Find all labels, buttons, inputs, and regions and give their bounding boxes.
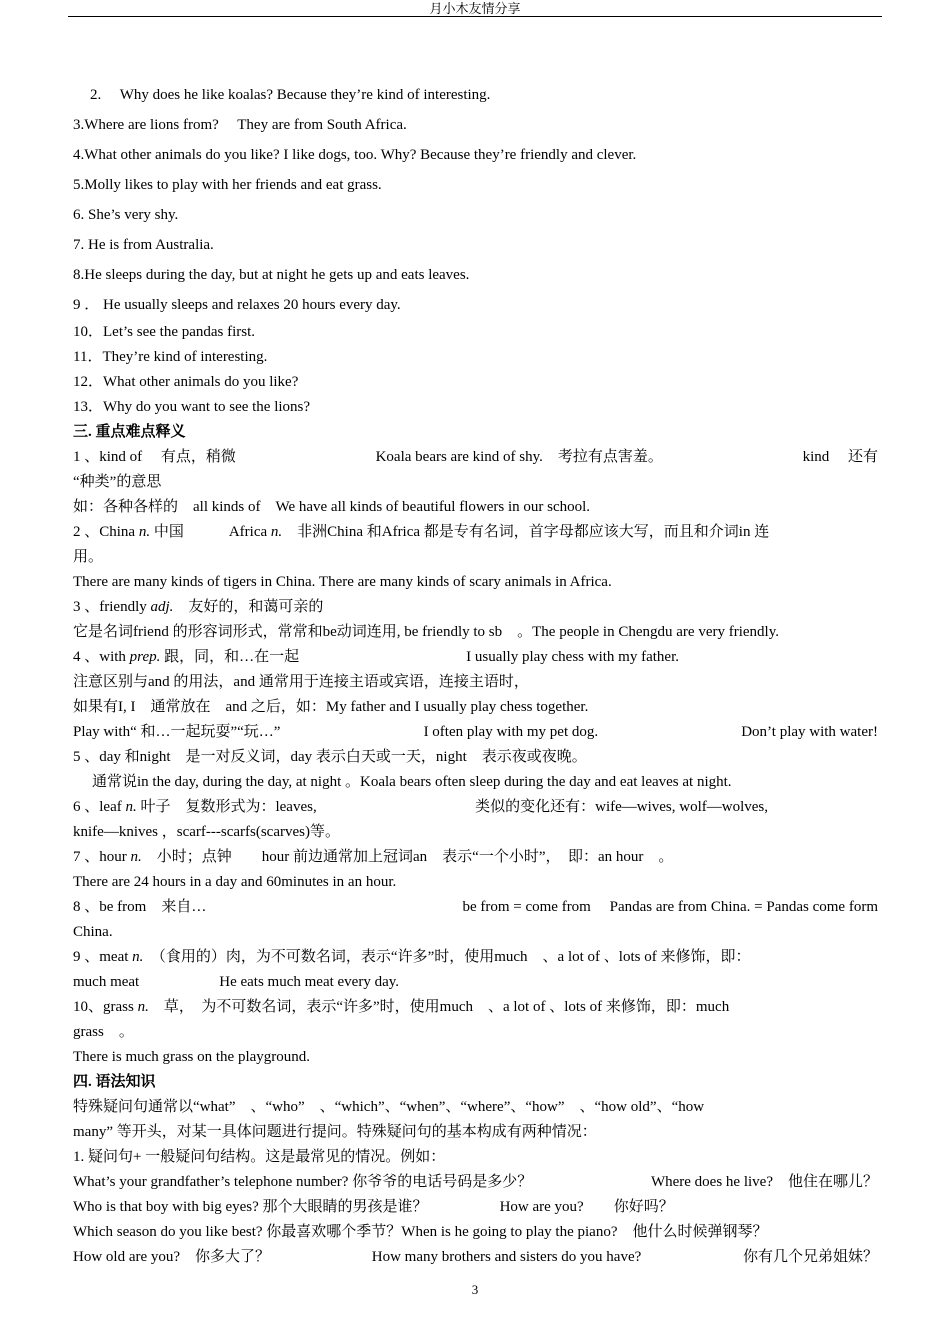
point-2-cont: 用。 bbox=[73, 549, 104, 565]
point-1-line bbox=[73, 445, 878, 470]
point-10-line: 10、grass n. 草， 为不可数名词，表示“许多”时，使用much 、a lot of 、lots of 来修饰，即：much bbox=[73, 999, 730, 1015]
sentence-5: 5.Molly likes to play with her friends and eat grass. bbox=[73, 177, 382, 193]
point-3-note: 它是名词friend 的形容词形式，常常和be动词连用, be friendly to sb 。The people in Chengdu are very friendly. bbox=[73, 624, 779, 640]
page-number: 3 bbox=[471, 1282, 479, 1297]
sentence-12: 12．What other animals do you like? bbox=[73, 374, 299, 390]
point-1-example-2: 如：各种各样的 all kinds of We have all kinds of beautiful flowers in our school. bbox=[73, 499, 591, 515]
point-8-line: 8 、be from 来自… be from = come from Pandas are from China. = Pandas come form bbox=[73, 899, 878, 915]
point-3-line: 3 、friendly adj. 友好的，和蔼可亲的 bbox=[73, 599, 324, 615]
point-1-meaning: “种类”的意思 bbox=[73, 474, 162, 490]
page-header bbox=[68, 0, 882, 17]
grammar-example-2: Who is that boy with big eyes? 那个大眼睛的男孩是谁？ How are you? 你好吗？ bbox=[73, 1199, 674, 1215]
point-8-cont: China. bbox=[73, 924, 113, 940]
point-10-example: There is much grass on the playground. bbox=[73, 1049, 311, 1065]
section-3-heading: 三. 重点难点释义 bbox=[73, 424, 186, 440]
sentence-13: 13．Why do you want to see the lions? bbox=[73, 399, 311, 415]
point-4-example: I usually play chess with my father. bbox=[466, 649, 679, 665]
point-5-example: 通常说in the day, during the day, at night 。Koala bears often sleep during the day and eat leaves at night. bbox=[92, 774, 732, 790]
sentence-7: 7. He is from Australia. bbox=[73, 237, 214, 253]
point-2-line: 2 、China n. 中国 Africa n. 非洲China 和Africa 都是专有名词，首字母都应该大写，而且和介词in 连 bbox=[73, 524, 770, 540]
grammar-intro-2: many” 等开头，对某一具体问题进行提问。特殊疑问句的基本构成有两种情况： bbox=[73, 1124, 597, 1140]
section-4-heading: 四. 语法知识 bbox=[73, 1074, 156, 1090]
point-4-play-with: Play with“ 和…一起玩耍”“玩…” I often play with my pet dog. Don’t play with water! bbox=[73, 724, 878, 740]
point-6-line: 6 、leaf n. 叶子 复数形式为：leaves, 类似的变化还有：wife—wives, wolf—wolves, bbox=[73, 799, 768, 815]
sentence-8: 8.He sleeps during the day, but at night he gets up and eats leaves. bbox=[73, 267, 470, 283]
sentence-4: 4.What other animals do you like? I like dogs, too. Why? Because they’re friendly and clever. bbox=[73, 147, 637, 163]
point-7-line: 7 、hour n. 小时；点钟 hour 前边通常加上冠词an 表示“一个小时”， 即：an hour 。 bbox=[73, 849, 674, 865]
grammar-example-1: What’s your grandfather’s telephone number? 你爷爷的电话号码是多少？ Where does he live? 他住在哪儿？ bbox=[73, 1174, 878, 1190]
point-5-line: 5 、day 和night 是一对反义词，day 表示白天或一天，night 表示夜或夜晚。 bbox=[73, 749, 587, 765]
grammar-example-4: How old are you? 你多大了？ How many brothers and sisters do you have? 你有几个兄弟姐妹？ bbox=[73, 1249, 878, 1265]
point-9-example: much meat He eats much meat every day. bbox=[73, 974, 400, 990]
sentence-6: 6. She’s very shy. bbox=[73, 207, 179, 223]
point-10-cont: grass 。 bbox=[73, 1024, 134, 1040]
point-7-example: There are 24 hours in a day and 60minutes in an hour. bbox=[73, 874, 397, 890]
point-2-example: There are many kinds of tigers in China. There are many kinds of scary animals in Africa. bbox=[73, 574, 612, 590]
header-text: 月小木友情分享 bbox=[429, 1, 521, 16]
point-4-line bbox=[73, 645, 878, 670]
point-4-note-2: 如果有I, I 通常放在 and 之后，如：My father and I usually play chess together. bbox=[73, 699, 589, 715]
sentence-10: 10．Let’s see the pandas first. bbox=[73, 324, 256, 340]
point-1-example: Koala bears are kind of shy. 考拉有点害羞。 bbox=[375, 449, 663, 465]
document-body bbox=[73, 80, 878, 1270]
sentence-11: 11．They’re kind of interesting. bbox=[73, 349, 268, 365]
point-1-term: 1 、kind of 有点，稍微 bbox=[73, 449, 236, 465]
point-4-note-1: 注意区别与and 的用法，and 通常用于连接主语或宾语，连接主语时， bbox=[73, 674, 529, 690]
grammar-rule-1: 1. 疑问句+ 一般疑问句结构。这是最常见的情况。例如： bbox=[73, 1149, 446, 1165]
sentence-2: 2. Why does he like koalas? Because they’re kind of interesting. bbox=[90, 87, 491, 103]
sentence-3: 3.Where are lions from? They are from South Africa. bbox=[73, 117, 407, 133]
grammar-example-3: Which season do you like best? 你最喜欢哪个季节？When is he going to play the piano? 他什么时候弹钢琴？ bbox=[73, 1224, 768, 1240]
point-6-cont: knife—knives ，scarf---scarfs(scarves)等。 bbox=[73, 824, 340, 840]
point-1-note: kind 还有 bbox=[802, 449, 878, 465]
point-4-term: 4 、with prep. 跟，同，和…在一起 bbox=[73, 649, 300, 665]
grammar-intro-1: 特殊疑问句通常以“what” 、“who” 、“which”、“when”、“where”、“how” 、“how old”、“how bbox=[73, 1099, 705, 1115]
sentence-9: 9 ． He usually sleeps and relaxes 20 hours every day. bbox=[73, 297, 401, 313]
point-9-line: 9 、meat n. （食用的）肉，为不可数名词，表示“许多”时，使用much 、a lot of 、lots of 来修饰，即： bbox=[73, 949, 751, 965]
